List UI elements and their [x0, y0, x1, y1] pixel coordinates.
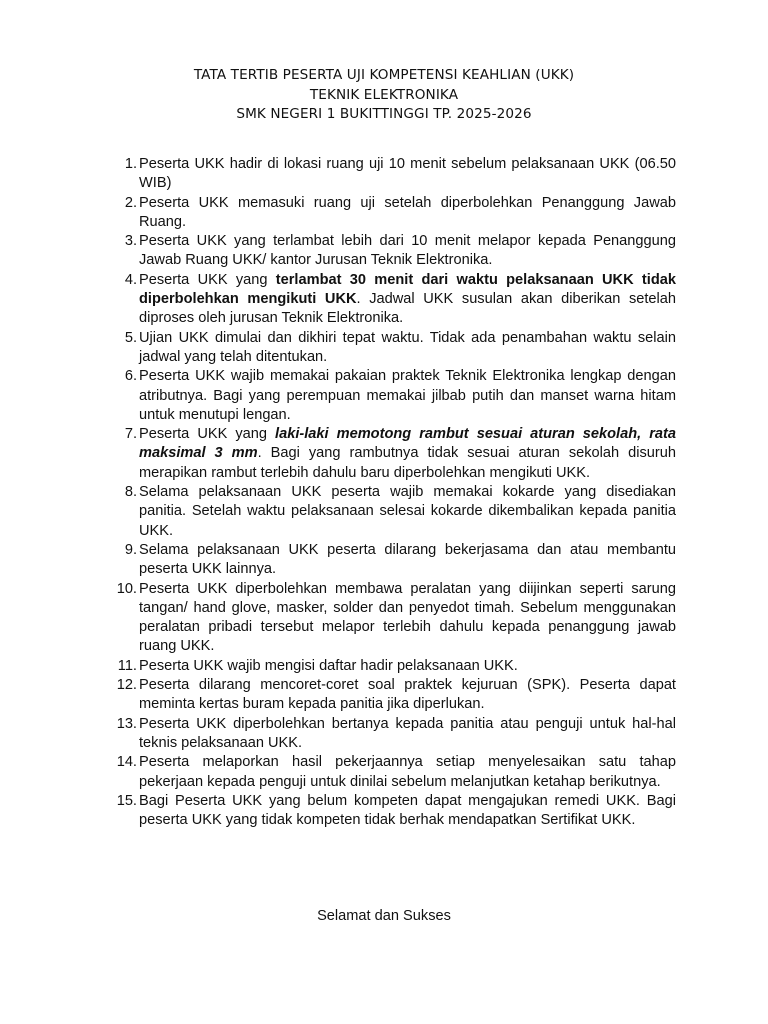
rule-text [137, 753, 676, 792]
rule-text-part: Peserta UKK wajib mengisi daftar hadir pelaksanaan UKK. [139, 657, 518, 674]
rule-text [137, 541, 676, 580]
rule-text-part: Selama pelaksanaan UKK peserta dilarang bekerjasama dan atau membantu peserta UKK lainnya. [139, 541, 676, 578]
rule-text-part: Bagi Peserta UKK yang belum kompeten dapat mengajukan remedi UKK. Bagi peserta UKK yang tidak kompeten tidak berhak mendapatkan Sertifikat UKK. [139, 792, 676, 829]
closing-text: Selamat dan Sukses [317, 908, 451, 924]
rule-text [137, 792, 676, 831]
rule-text [137, 194, 676, 233]
rule-emphasis: laki-laki memotong rambut sesuai aturan sekolah, rata maksimal 3 mm [139, 426, 676, 462]
rule-text-part: Ujian UKK dimulai dan dikhiri tepat waktu. Tidak ada penambahan waktu selain jadwal yang telah ditentukan. [139, 329, 676, 365]
rule-number: 7. [124, 426, 137, 443]
rule-text-part: Peserta melaporkan hasil pekerjaannya setiap menyelesaikan satu tahap pekerjaan kepada penguji untuk dinilai sebelum melanjutkan ketahap berikutnya. [139, 754, 676, 790]
rule-number: 14. [116, 754, 137, 771]
rule-item [106, 657, 676, 676]
rule-item [106, 676, 676, 715]
rule-number: 6. [124, 368, 137, 385]
rule-item [106, 329, 676, 368]
rule-number: 13. [116, 715, 137, 732]
rule-number: 2. [124, 194, 137, 211]
rule-number: 9. [124, 541, 137, 558]
rule-item [106, 541, 676, 580]
title-line-2: TEKNIK ELEKTRONIKA [309, 86, 459, 103]
rule-number: 12. [116, 677, 137, 694]
rule-item [106, 753, 676, 792]
rule-text-part: Peserta UKK yang [139, 271, 276, 288]
rule-item [106, 194, 676, 233]
rule-item [106, 232, 676, 271]
rule-text [137, 367, 676, 425]
rule-text [137, 676, 676, 715]
rule-item [106, 155, 676, 194]
rule-number: 4. [124, 271, 137, 288]
rule-text-part: Peserta UKK hadir di lokasi ruang uji 10 menit sebelum pelaksanaan UKK (06.50 WIB) [139, 156, 676, 192]
rule-text [137, 483, 676, 541]
rule-text-part: Peserta UKK memasuki ruang uji setelah diperbolehkan Penanggung Jawab Ruang. [139, 194, 676, 230]
rule-number: 1. [124, 156, 137, 172]
rule-text-part: Selama pelaksanaan UKK peserta wajib memakai kokarde yang disediakan panitia. Setelah waktu pelaksanaan selesai kokarde dikembalikan kepada panitia UKK. [139, 484, 676, 539]
rule-text [137, 155, 676, 194]
rule-number: 10. [116, 580, 137, 597]
rule-item [106, 715, 676, 754]
rule-item [106, 271, 676, 329]
rule-number: 15. [116, 792, 137, 809]
rule-item [106, 367, 676, 425]
rule-text [137, 329, 676, 368]
rule-number: 11. [117, 657, 137, 674]
title-line-3: SMK NEGERI 1 BUKITTINGGI TP. 2025-2026 [236, 106, 532, 122]
rule-text-part: Peserta UKK yang terlambat lebih dari 10 menit melapor kepada Penanggung Jawab Ruang UKK/ kantor Jurusan Teknik Elektronika. [139, 233, 676, 269]
rule-text-part: Peserta UKK wajib memakai pakaian praktek Teknik Elektronika lengkap dengan atributnya. Bagi yang perempuan memakai jilbab putih dan manset warna hitam untuk menutupi lengan. [139, 368, 676, 423]
rule-number: 5. [124, 329, 137, 346]
rule-item [106, 483, 676, 541]
rule-text [137, 715, 676, 754]
rule-number: 3. [124, 233, 137, 250]
rule-text-part: Peserta dilarang mencoret-coret soal praktek kejuruan (SPK). Peserta dapat meminta kertas buram kepada panitia jika diperlukan. [139, 677, 676, 713]
rule-item [106, 792, 676, 831]
rule-text-part: . Bagi yang rambutnya tidak sesuai aturan sekolah disuruh merapikan rambut terlebih dahulu baru diperbolehkan mengikuti UKK. [139, 445, 676, 481]
rule-text [137, 232, 676, 271]
rule-text-part: Peserta UKK yang [139, 426, 276, 443]
rule-text [137, 271, 676, 329]
rules-list [106, 155, 676, 830]
rule-item [106, 580, 676, 657]
rule-emphasis: terlambat 30 menit dari waktu pelaksanaan UKK tidak diperbolehkan mengikuti UKK [139, 271, 676, 308]
rule-text-part: Peserta UKK diperbolehkan bertanya kepada panitia atau penguji untuk hal-hal teknis pelaksanaan UKK. [139, 715, 676, 751]
rule-number: 8. [124, 484, 137, 501]
rule-text-part: . Jadwal UKK susulan akan diberikan setelah diproses oleh jurusan Teknik Elektronika. [139, 291, 676, 327]
rule-text-part: Peserta UKK diperbolehkan membawa peralatan yang diijinkan seperti sarung tangan/ hand glove, masker, solder dan penyedot timah. Sebelum menggunakan peralatan pribadi tersebut melapor terlebih dahulu kepada penanggung jawab ruang UKK. [139, 580, 676, 655]
rule-text [137, 657, 676, 676]
rule-text [137, 425, 676, 483]
title-line-1: TATA TERTIB PESERTA UJI KOMPETENSI KEAHLIAN (UKK) [193, 67, 575, 83]
rule-item [106, 425, 676, 483]
document-title [0, 66, 768, 125]
rule-text [137, 580, 676, 657]
